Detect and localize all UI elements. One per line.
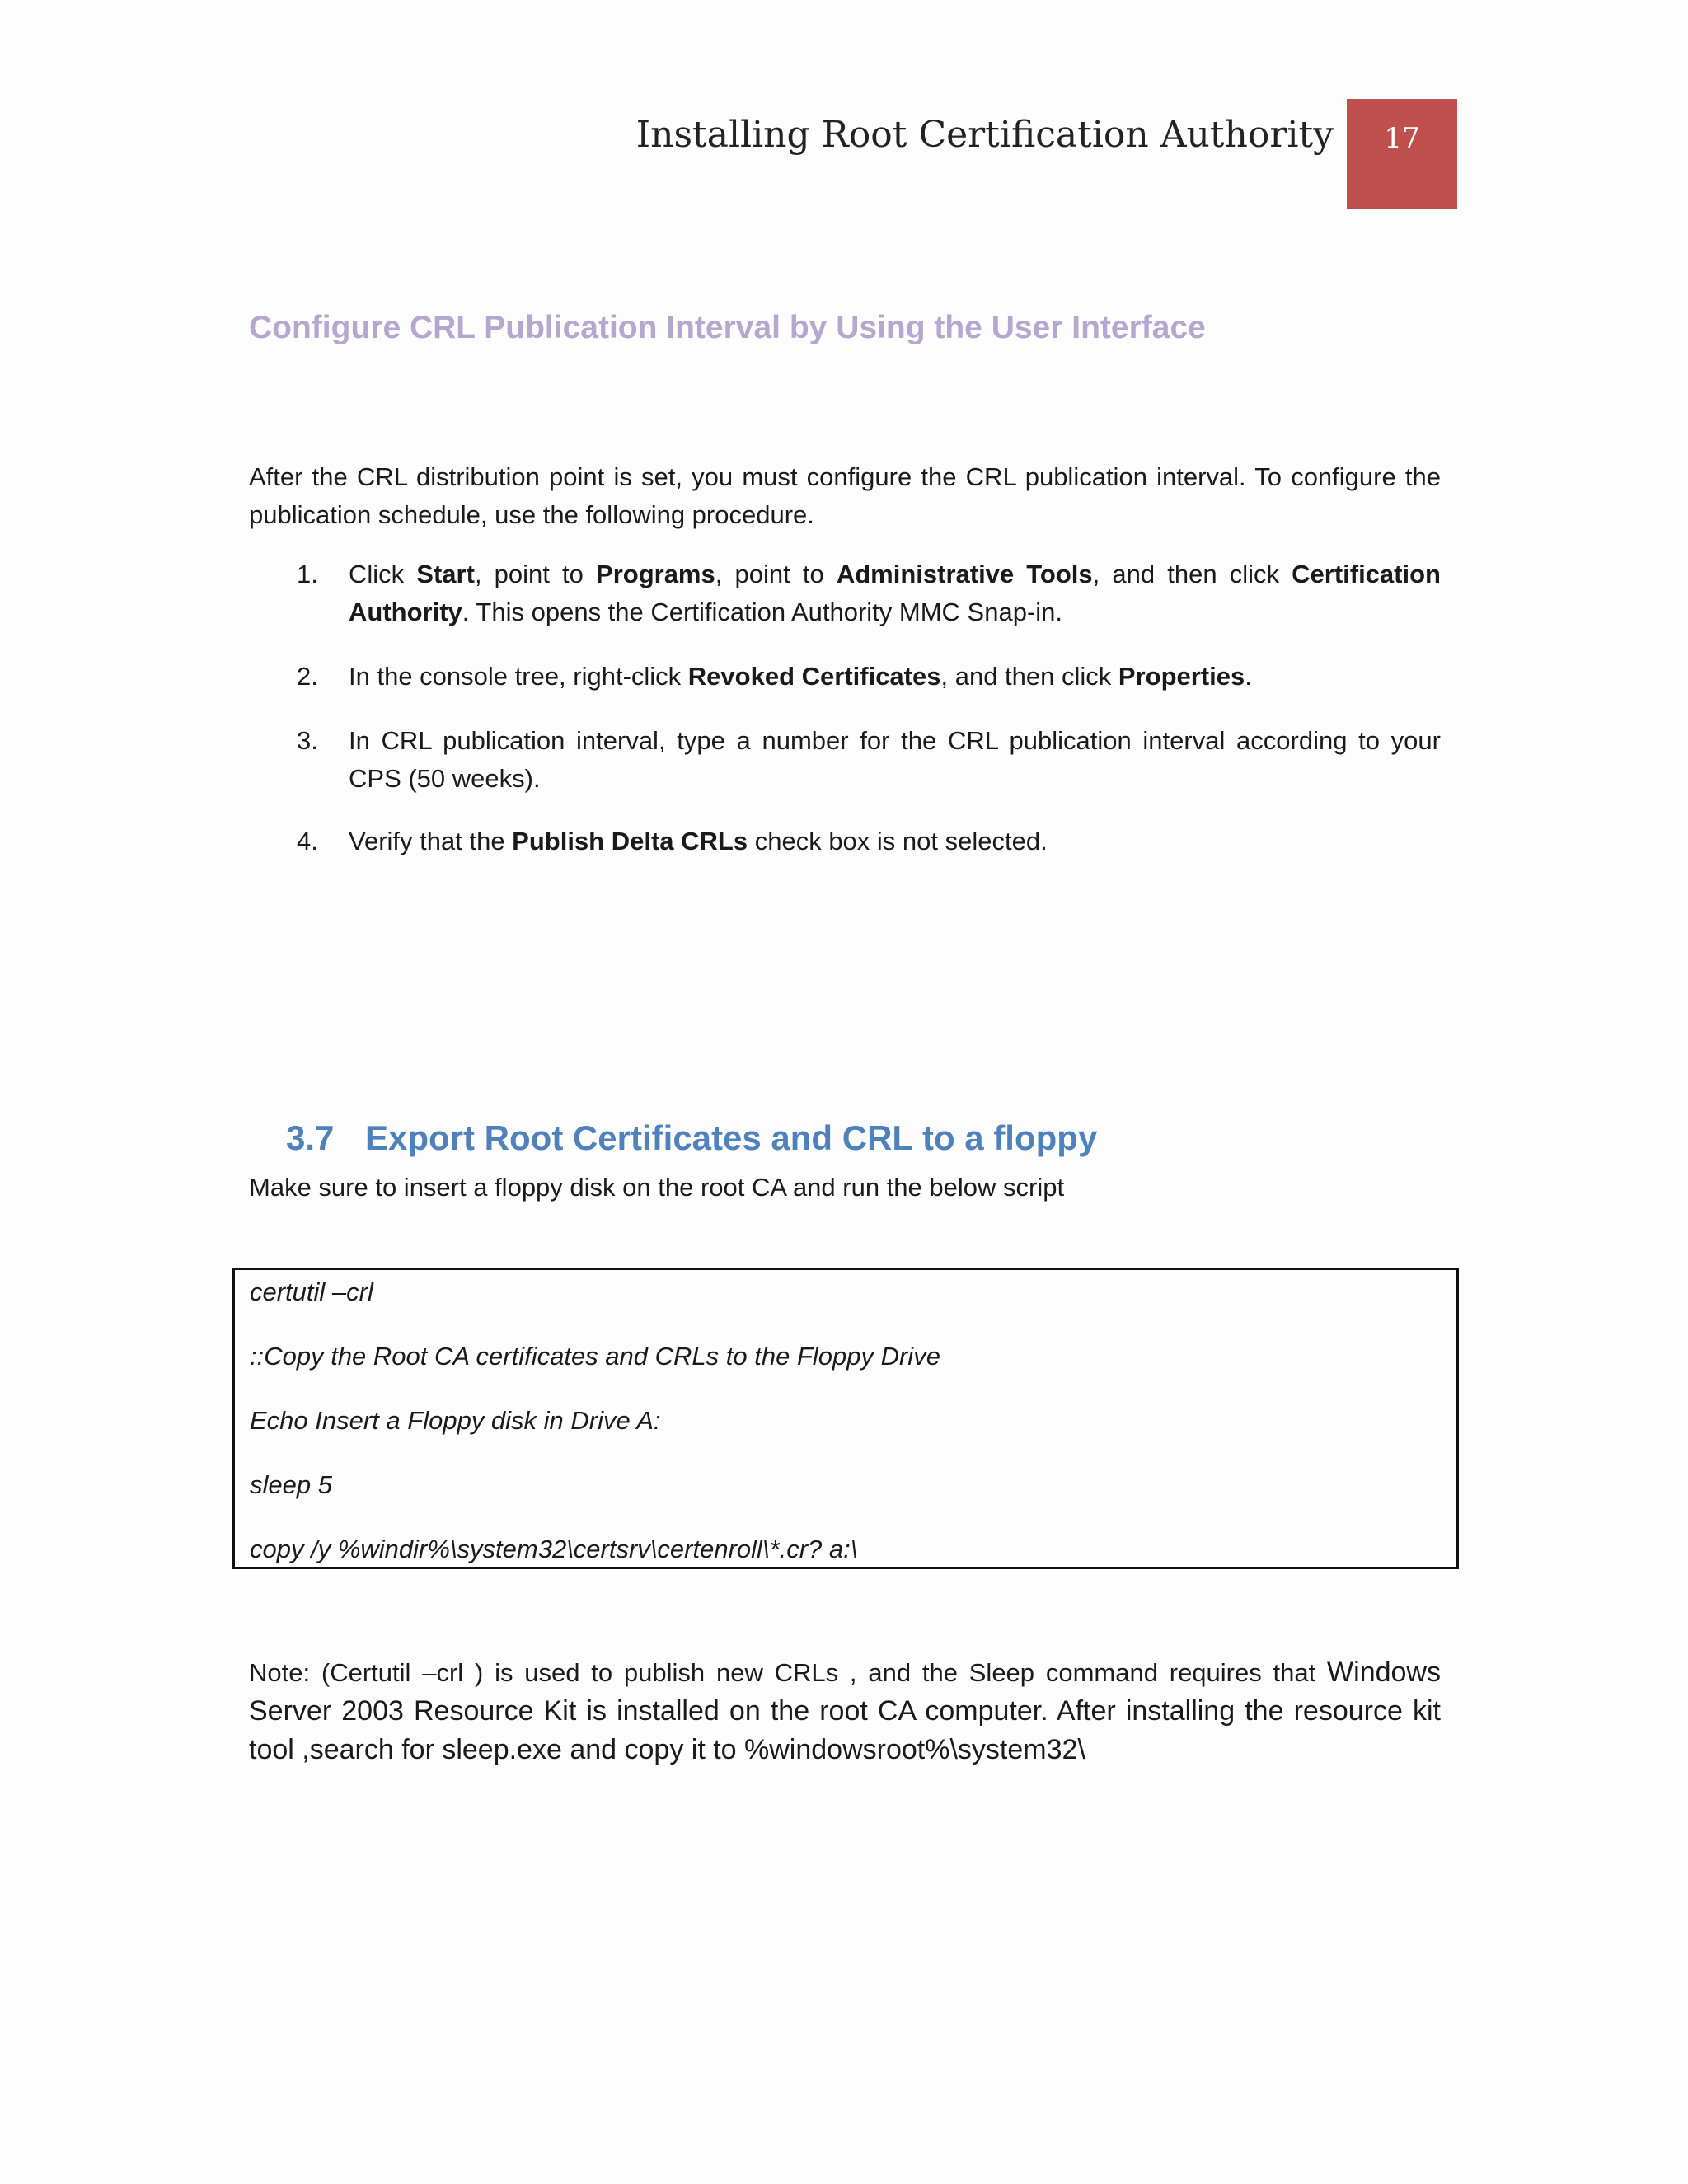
section-number: 3.7 <box>286 1118 335 1157</box>
page-number: 17 <box>1384 122 1420 155</box>
script-line: copy /y %windir%\system32\certsrv\certenroll\*.cr? a:\ <box>250 1535 858 1563</box>
note-rest: Windows Server 2003 Resource Kit is installed on the root CA computer. After installing the resource kit tool ,search for sleep.exe and copy it to %windowsroot%\system32\ <box>249 1657 1441 1765</box>
intro-paragraph: After the CRL distribution point is set, you must configure the CRL publication interval. To configure the publication schedule, use the following procedure. <box>249 462 1441 529</box>
note-paragraph <box>249 1653 1441 1769</box>
list-number: 1. <box>297 560 318 588</box>
list-item <box>297 823 1441 860</box>
page-number-box <box>1347 99 1457 209</box>
section-heading <box>286 1118 1097 1158</box>
list-number: 4. <box>297 827 318 855</box>
step-text: Verify that the Publish Delta CRLs check box is not selected. <box>349 827 1048 855</box>
step-text: In the console tree, right-click Revoked Certificates, and then click Properties. <box>349 662 1252 691</box>
section-intro-paragraph: Make sure to insert a floppy disk on the root CA and run the below script <box>249 1173 1065 1202</box>
running-header-title: Installing Root Certification Authority <box>635 114 1334 156</box>
step-text: In CRL publication interval, type a number for the CRL publication interval according to your CPS (50 weeks). <box>349 726 1441 793</box>
list-number: 2. <box>297 662 318 691</box>
list-item <box>297 555 1441 631</box>
list-number: 3. <box>297 726 318 755</box>
list-item <box>297 658 1441 696</box>
step-text: Click Start, point to Programs, point to Administrative Tools, and then click Certification Authority. This opens the Certification Authority MMC Snap-in. <box>349 560 1441 626</box>
script-line: certutil –crl <box>250 1277 373 1306</box>
script-box <box>232 1268 1459 1569</box>
section-title: Export Root Certificates and CRL to a floppy <box>365 1118 1098 1157</box>
list-item <box>297 722 1441 798</box>
script-line: sleep 5 <box>250 1470 332 1499</box>
note-lead: Note: (Certutil –crl ) is used to publish new CRLs , and the Sleep command requires that <box>249 1658 1316 1687</box>
script-line: Echo Insert a Floppy disk in Drive A: <box>250 1406 661 1435</box>
subheading-crl-interval: Configure CRL Publication Interval by Using the User Interface <box>249 310 1206 345</box>
script-line: ::Copy the Root CA certificates and CRLs to the Floppy Drive <box>250 1342 940 1371</box>
